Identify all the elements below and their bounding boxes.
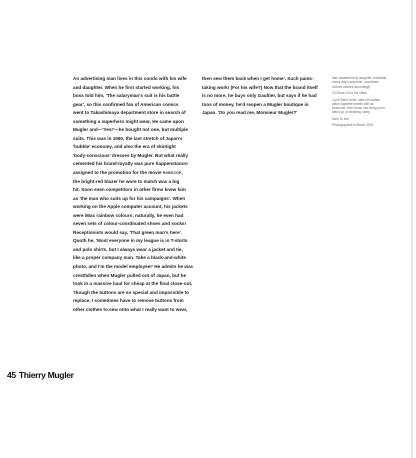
body-text-column-left (73, 75, 197, 314)
schedule-line: 6am Awakened by daughter, breakfast, (332, 76, 388, 80)
page-edge-divider (411, 0, 413, 458)
text-line: suits. This was in 1990, the last stretch of Japan's (73, 135, 183, 141)
text-line: is no more, he buys only Gaultier, but says if he had (202, 93, 317, 99)
text-line: other clothes to sew onto what I really want to wear, (73, 306, 188, 312)
text-line: like a proper company man. Take a black-and-white (73, 255, 186, 261)
schedule-line: 11pm Back home, take off clothes, (332, 97, 381, 102)
text-line: working on the Apple computer account, his jackets (73, 204, 188, 210)
text-line: then sew them back when I get home'. Such pains- (202, 76, 314, 81)
text-line: gear', so this confirmed fan of American comics (73, 101, 179, 107)
text-line: crestfallen when Mugler pulled out of Japan, but he (73, 272, 187, 278)
text-line: hit. Soon even competitors in other firms knew him (73, 187, 186, 193)
text-line: assigned to the promotion for the movie ROBOCOP, (73, 170, 183, 176)
sidebar-caption (332, 76, 402, 128)
text-line: and polo shirts, but I always wear a jacket and tie, (73, 246, 183, 252)
text-line: 'bubble' economy, and also the era of skintight (73, 144, 176, 150)
text-line: An advertising man lives in this condo with his wife (73, 76, 187, 81)
text-line: replace, I sometimes have to remove buttons from (73, 298, 184, 304)
body-text-column-right (202, 75, 327, 118)
text-line: seven sets of colour-coordinated shoes and socks! (73, 221, 187, 227)
caption-age: Sam Tu text (332, 116, 350, 121)
text-line: taking work! (For his wife?) Now that the brand itself (202, 84, 318, 90)
text-line: 'though the buttons are so special and impossible to (73, 289, 189, 295)
text-line: Japan. 'Do you read me, Monsieur Mugler?' (202, 110, 298, 116)
text-line: something a superhero might wear. He came upon (73, 118, 184, 124)
text-line: 'body-conscious' dresses by Mugler. But what really (73, 152, 189, 158)
text-line: took in a massive haul for cheap at the final close-out, (73, 281, 193, 287)
text-line: were iMac rainbow colours; naturally, he even had (73, 212, 184, 218)
schedule-line: freshener; then brush into living room, (332, 106, 386, 111)
text-line: Receptionists would say, 'That green man's here'. (73, 229, 183, 235)
page-footer (7, 370, 74, 386)
schedule-line: check day's schedule, coordinate (332, 80, 379, 85)
movie-title: ROBOCOP (162, 171, 182, 176)
text-line: photo, and I'm the model employee!' He admits he was (73, 264, 194, 270)
text-line: Quoth he, 'Most everyone in my league is in T-shirts (73, 238, 188, 244)
text-line: the bright-red blazer he wore to match was a big (73, 178, 180, 184)
text-line: and daughter. When he first started working, his (73, 84, 180, 90)
schedule-line: place cigarette smells with an (332, 101, 374, 106)
text-line: went to Takashimaya department store in search of (73, 110, 186, 116)
text-line: Mugler and—'Yes!'—he bought not one, but multiple (73, 127, 188, 133)
caption-photographed: Photographed in March 2002 (332, 123, 374, 128)
footer-title: Thierry Mugler (18, 370, 74, 380)
text-line: tons of money, he'd reopen a Mugler boutique in (202, 101, 309, 107)
schedule-line: clothes colours accordingly (332, 84, 371, 89)
schedule-line: 10.30am Go to the office (332, 91, 367, 96)
text-line: as 'the man who suits up for his campaigns'. When (73, 195, 186, 201)
page-number: 45 (7, 370, 16, 380)
text-line: cemented his brand-loyalty was pure happenstance: (73, 161, 189, 167)
text-line: boss told him, 'The salaryman's suit is his battle (73, 93, 180, 99)
schedule-line: catch up on drinking, sleep (332, 110, 370, 115)
